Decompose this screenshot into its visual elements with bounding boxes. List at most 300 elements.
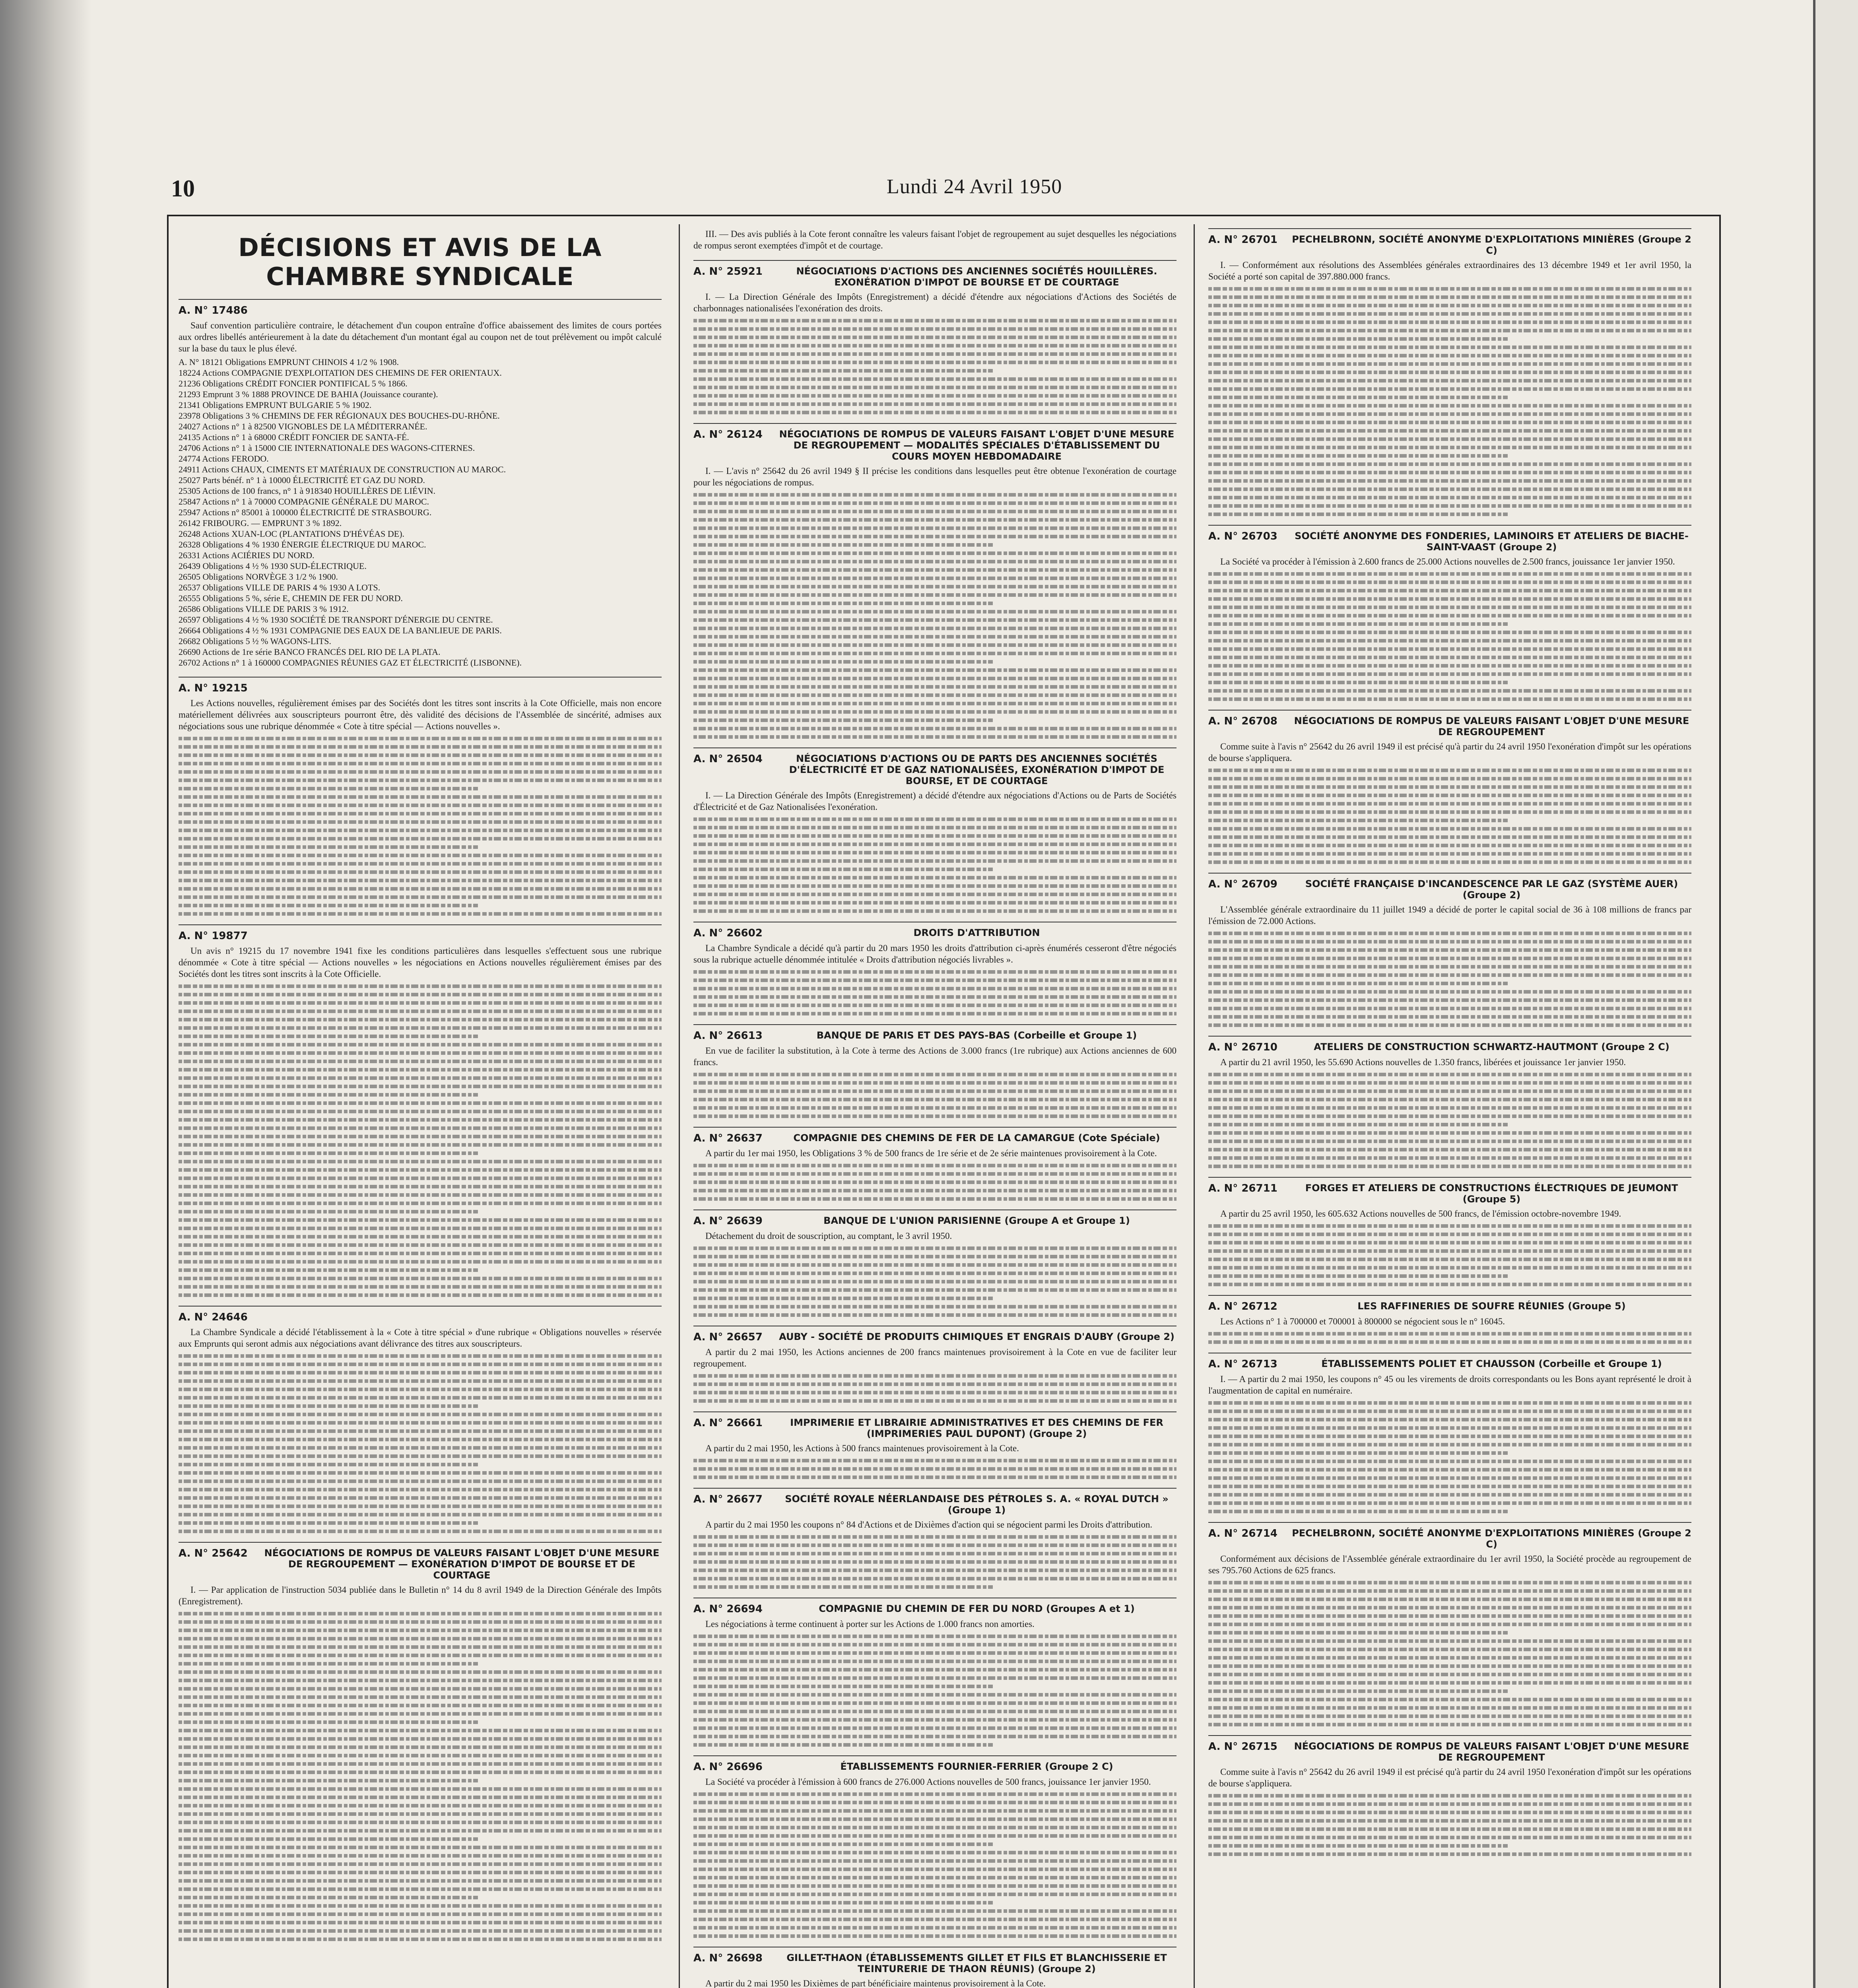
- text-line: [1208, 304, 1691, 307]
- text-line: [1208, 1233, 1691, 1236]
- text-line: [1208, 572, 1691, 576]
- notice-title: BANQUE DE L'UNION PARISIENNE (Groupe A et Groupe 1): [823, 1215, 1130, 1226]
- text-line: [179, 1285, 662, 1289]
- notice-number: A. N° 26661: [693, 1417, 763, 1429]
- left-column: [179, 228, 662, 1988]
- notice-body: [693, 1978, 1177, 1988]
- notice: [179, 924, 662, 1297]
- notice-paragraph: Comme suite à l'avis n° 25642 du 26 avril 1949 il est précisé qu'à partir du 24 avril 1950 l'exonération d'impôt sur les opérations de bourse s'appliquera.: [1208, 742, 1691, 763]
- small-print-text: [1208, 769, 1691, 864]
- text-line: [693, 1710, 1177, 1713]
- notice-paragraph: Les négociations à terme continuent à porter sur les Actions de 1.000 francs non amorties.: [705, 1619, 1035, 1629]
- text-line: [693, 386, 1177, 389]
- text-line: [179, 1118, 662, 1122]
- notice-heading: [179, 924, 662, 942]
- security-list-item: 26702 Actions n° 1 à 160000 COMPAGNIES RÉUNIES GAZ ET ÉLECTRICITÉ (LISBONNE).: [179, 658, 522, 668]
- text-line: [1208, 1714, 1691, 1718]
- text-line: [693, 1585, 993, 1589]
- text-line: [693, 1668, 1177, 1672]
- notice-title: SOCIÉTÉ FRANÇAISE D'INCANDESCENCE PAR LE GAZ (SYSTÈME AUER) (Groupe 2): [1305, 878, 1678, 901]
- notice-number: A. N° 26613: [693, 1030, 763, 1042]
- security-list-item: 25027 Parts bénéf. n° 1 à 10000 ÉLECTRICITÉ ET GAZ DU NORD.: [179, 475, 425, 485]
- text-line: [1208, 1614, 1691, 1618]
- text-line: [1208, 622, 1508, 626]
- text-line: [179, 1645, 662, 1649]
- text-line: [693, 1792, 1177, 1796]
- text-line: [179, 787, 478, 790]
- notice-number: A. N° 24646: [179, 1311, 248, 1323]
- text-line: [693, 1893, 1177, 1896]
- notice-body: [179, 1326, 662, 1349]
- text-line: [1208, 1081, 1691, 1085]
- text-line: [179, 1035, 478, 1038]
- text-line: [1208, 362, 1691, 366]
- notice-paragraph: A partir du 2 mai 1950 les coupons n° 84 d'Actions et de Dixièmes d'action qui se négocient parmi les Droits d'attribution.: [705, 1520, 1153, 1530]
- text-line: [1208, 404, 1691, 408]
- text-line: [179, 1463, 478, 1466]
- text-line: [179, 1060, 662, 1063]
- text-line: [693, 610, 1177, 613]
- text-line: [1208, 998, 1691, 1002]
- text-line: [1208, 1598, 1691, 1601]
- text-line: [1208, 487, 1691, 491]
- text-line: [1208, 1581, 1691, 1584]
- text-line: [179, 1277, 662, 1280]
- text-line: [693, 344, 1177, 348]
- notice: [1208, 710, 1691, 864]
- text-line: [693, 1643, 1177, 1646]
- text-line: [693, 1106, 1177, 1110]
- text-line: [1208, 785, 1691, 789]
- security-list: [179, 357, 662, 668]
- text-line: [179, 1662, 478, 1666]
- text-line: [1208, 689, 1691, 693]
- small-print-text: [693, 970, 1177, 1015]
- text-line: [693, 643, 1177, 647]
- text-line: [693, 859, 1177, 863]
- text-line: [693, 1089, 1177, 1093]
- text-line: [1208, 681, 1508, 684]
- text-line: [1208, 337, 1508, 341]
- text-line: [1208, 1468, 1691, 1472]
- small-print-text: [1208, 287, 1691, 516]
- text-line: [693, 526, 1177, 530]
- notice-paragraph: A partir du 21 avril 1950, les 55.690 Actions nouvelles de 1.350 francs, libérées et jouissance 1er janvier 1950.: [1220, 1057, 1626, 1067]
- notice-heading: [1208, 873, 1691, 901]
- text-line: [693, 1164, 1177, 1167]
- text-line: [179, 1854, 662, 1858]
- text-line: [693, 652, 1177, 655]
- page-header: [171, 175, 1722, 207]
- text-line: [693, 817, 1177, 821]
- notice-heading: [1208, 525, 1691, 553]
- text-line: [693, 1255, 1177, 1258]
- text-line: [693, 1081, 1177, 1085]
- notice-number: A. N° 26711: [1208, 1182, 1277, 1194]
- text-line: [179, 737, 662, 740]
- text-line: [1208, 1706, 1691, 1710]
- notice-paragraph: I. — A partir du 2 mai 1950, les coupons n° 45 ou les virements de droits correspondants ou les Bons ayant représenté le droit à l'augmentation de capital en numéraire.: [1208, 1374, 1691, 1396]
- text-line: [693, 1172, 1177, 1176]
- text-line: [1208, 471, 1691, 474]
- text-line: [1208, 1723, 1691, 1726]
- text-line: [179, 1612, 662, 1615]
- notice-body: [179, 697, 662, 732]
- text-line: [693, 618, 1177, 622]
- text-line: [1208, 639, 1691, 643]
- text-line: [179, 779, 662, 782]
- notice: [693, 1411, 1177, 1479]
- text-line: [693, 593, 1177, 597]
- text-line: [179, 1268, 478, 1272]
- notice: [1208, 1036, 1691, 1168]
- text-line: [693, 1246, 1177, 1250]
- text-line: [1208, 437, 1691, 441]
- text-line: [179, 1712, 662, 1716]
- text-line: [1208, 446, 1691, 449]
- text-line: [693, 1809, 1177, 1813]
- notice: [1208, 228, 1691, 516]
- text-line: [1208, 1589, 1691, 1593]
- text-line: [693, 1552, 1177, 1555]
- text-line: [179, 1862, 662, 1866]
- text-line: [693, 369, 993, 373]
- notice-paragraph: A partir du 25 avril 1950, les 605.632 Actions nouvelles de 500 francs, de l'émission octobre-novembre 1949.: [1220, 1209, 1621, 1219]
- notice: [693, 423, 1177, 739]
- text-line: [693, 710, 1177, 714]
- notice-title: NÉGOCIATIONS DE ROMPUS DE VALEURS FAISANT L'OBJET D'UNE MESURE DE REGROUPEMENT: [1294, 715, 1689, 738]
- notice: [179, 299, 662, 668]
- notice-body: [693, 1045, 1177, 1068]
- text-line: [179, 993, 662, 996]
- text-line: [1208, 513, 1508, 516]
- adjacent-page-edge: [1813, 0, 1858, 1988]
- text-line: [1208, 454, 1508, 458]
- text-line: [693, 1114, 1177, 1118]
- text-line: [1208, 1114, 1691, 1118]
- notice-body: [1208, 1766, 1691, 1789]
- text-line: [693, 1459, 1177, 1462]
- text-line: [179, 1371, 662, 1375]
- text-line: [693, 1399, 1177, 1403]
- notice-body: [693, 291, 1177, 314]
- small-print-text: [1208, 1332, 1691, 1344]
- text-line: [179, 1143, 662, 1147]
- notice: [693, 922, 1177, 1015]
- text-line: [1208, 1098, 1691, 1101]
- security-list-item: 26142 FRIBOURG. — EMPRUNT 3 % 1892.: [179, 518, 342, 528]
- text-line: [179, 1505, 662, 1508]
- text-line: [693, 1560, 1177, 1564]
- text-line: [1208, 1664, 1691, 1668]
- text-line: [693, 1842, 993, 1846]
- text-line: [1208, 379, 1691, 382]
- notice-heading: [693, 1488, 1177, 1516]
- text-line: [179, 837, 662, 841]
- text-line: [693, 1817, 1177, 1821]
- security-list-item: 26505 Obligations NORVÈGE 3 1/2 % 1900.: [179, 572, 338, 582]
- notice: [693, 1326, 1177, 1403]
- notice-number: A. N° 26715: [1208, 1741, 1277, 1753]
- notice-heading: [179, 1306, 662, 1323]
- notice-title: IMPRIMERIE ET LIBRAIRIE ADMINISTRATIVES ET DES CHEMINS DE FER (IMPRIMERIES PAUL DUPONT) (Groupe 2): [790, 1417, 1163, 1439]
- notice-heading: [693, 1411, 1177, 1439]
- text-line: [1208, 1283, 1691, 1286]
- notice-title: ÉTABLISSEMENTS POLIET ET CHAUSSON (Corbeille et Groupe 1): [1321, 1358, 1662, 1369]
- text-line: [693, 685, 1177, 689]
- text-line: [1208, 1426, 1691, 1430]
- notice-heading: [1208, 710, 1691, 738]
- notice-paragraph: La Société va procéder à l'émission à 600 francs de 276.000 Actions nouvelles de 500 francs, jouissance 1er janvier 1950.: [705, 1777, 1151, 1787]
- notice-number: A. N° 19215: [179, 682, 248, 694]
- text-line: [1208, 1501, 1691, 1505]
- text-line: [1208, 580, 1691, 584]
- notice-number: A. N° 26698: [693, 1952, 763, 1964]
- text-line: [1208, 647, 1691, 651]
- text-line: [693, 978, 1177, 982]
- notice-body: [693, 1230, 1177, 1242]
- main-title: DÉCISIONS ET AVIS DE LA CHAMBRE SYNDICALE: [238, 233, 602, 291]
- notice-number: A. N° 26696: [693, 1761, 763, 1773]
- small-print-text: [1208, 1401, 1691, 1513]
- security-list-item: 24135 Actions n° 1 à 68000 CRÉDIT FONCIER DE SANTA-FÉ.: [179, 432, 409, 442]
- notice-title: SOCIÉTÉ ANONYME DES FONDERIES, LAMINOIRS ET ATELIERS DE BIACHE-SAINT-VAAST (Groupe 2): [1295, 530, 1689, 553]
- text-line: [693, 627, 1177, 630]
- text-line: [693, 1676, 1177, 1680]
- notice-title: COMPAGNIE DU CHEMIN DE FER DU NORD (Groupes A et 1): [819, 1603, 1135, 1614]
- notice-title: BANQUE DE PARIS ET DES PAYS-BAS (Corbeille et Groupe 1): [816, 1030, 1137, 1041]
- notice: [1208, 1353, 1691, 1513]
- text-line: [693, 510, 1177, 513]
- text-line: [1208, 396, 1508, 399]
- text-line: [693, 1280, 1177, 1283]
- text-line: [1208, 664, 1691, 668]
- text-line: [1208, 1073, 1691, 1076]
- text-line: [693, 394, 1177, 398]
- notice: [179, 1306, 662, 1533]
- text-line: [179, 1812, 662, 1816]
- text-line: [179, 1438, 662, 1441]
- text-line: [179, 1871, 662, 1874]
- notice-body: [693, 1618, 1177, 1630]
- small-print-text: [693, 1635, 1177, 1747]
- notice-number: A. N° 26657: [693, 1331, 763, 1343]
- text-line: [1208, 1811, 1691, 1814]
- text-line: [693, 1685, 993, 1688]
- text-line: [179, 1887, 662, 1891]
- notice-number: A. N° 26504: [693, 753, 763, 765]
- notice-number: A. N° 26712: [1208, 1301, 1277, 1312]
- text-line: [1208, 1510, 1508, 1513]
- text-line: [693, 1726, 1177, 1730]
- text-line: [693, 1543, 1177, 1547]
- text-line: [179, 745, 662, 749]
- text-line: [693, 336, 1177, 339]
- text-line: [693, 1918, 1177, 1921]
- text-line: [693, 1718, 1177, 1722]
- notice-body: [693, 942, 1177, 965]
- text-line: [179, 1737, 662, 1741]
- text-line: [1208, 1698, 1691, 1701]
- notice-paragraph: A partir du 1er mai 1950, les Obligations 3 % de 500 francs de 1re série et de 2e série maintenues provisoirement à la Cote.: [705, 1148, 1157, 1158]
- text-line: [179, 1521, 478, 1525]
- security-list-item: 24911 Actions CHAUX, CIMENTS ET MATÉRIAUX DE CONSTRUCTION AU MAROC.: [179, 464, 506, 474]
- security-list-item: 24706 Actions n° 1 à 15000 CIE INTERNATIONALE DES WAGONS-CITERNES.: [179, 443, 475, 453]
- text-line: [179, 1637, 662, 1640]
- notice-title: DROITS D'ATTRIBUTION: [913, 927, 1040, 938]
- text-line: [179, 1293, 662, 1297]
- notice-number: A. N° 26639: [693, 1215, 763, 1227]
- text-line: [693, 1735, 1177, 1738]
- text-line: [693, 1660, 1177, 1663]
- text-line: [693, 352, 1177, 356]
- notice-title: NÉGOCIATIONS D'ACTIONS OU DE PARTS DES ANCIENNES SOCIÉTÉS D'ÉLECTRICITÉ ET DE GAZ NATIONALISÉES, EXONÉRATION D'IMPOT DE BOURSE, ET DE COURTAGE: [789, 753, 1165, 786]
- text-line: [693, 1577, 1177, 1580]
- notice-number: A. N° 26677: [693, 1493, 763, 1505]
- text-line: [693, 1535, 1177, 1539]
- text-line: [693, 535, 1177, 538]
- text-line: [179, 1771, 662, 1774]
- text-line: [1208, 1435, 1691, 1438]
- text-line: [693, 1901, 993, 1905]
- notice-paragraph: A partir du 2 mai 1950, les Actions à 500 francs maintenues provisoirement à la Cote.: [705, 1443, 1019, 1453]
- text-line: [179, 1010, 662, 1013]
- text-line: [693, 1876, 1177, 1879]
- text-line: [179, 1779, 478, 1782]
- notice-paragraph: La Chambre Syndicale a décidé qu'à partir du 20 mars 1950 les droits d'attribution ci-après énumérés cesseront d'être négociés sous la rubrique actuelle dénommée intitulée « Droits d'attribution négociés livrables ».: [693, 943, 1177, 965]
- text-line: [179, 1471, 662, 1475]
- security-list-item: 23978 Obligations 3 % CHEMINS DE FER RÉGIONAUX DES BOUCHES-DU-RHÔNE.: [179, 411, 500, 421]
- notice-paragraph: L'Assemblée générale extraordinaire du 11 juillet 1949 a décidé de porter le capital social de 36 à 108 millions de francs par l'émission de 72.000 Actions.: [1208, 905, 1691, 926]
- text-line: [179, 1252, 662, 1255]
- text-line: [1208, 1409, 1691, 1413]
- text-line: [179, 887, 662, 891]
- text-line: [179, 804, 662, 807]
- text-line: [1208, 421, 1691, 424]
- text-line: [693, 1313, 1177, 1317]
- text-line: [179, 1110, 662, 1113]
- middle-column: [693, 228, 1177, 1988]
- text-line: [1208, 948, 1691, 952]
- security-list-item: 26682 Obligations 5 ½ % WAGONS-LITS.: [179, 636, 331, 646]
- text-line: [1208, 1606, 1691, 1609]
- text-line: [179, 1260, 662, 1264]
- notice-body: [1208, 904, 1691, 927]
- text-line: [1208, 614, 1691, 617]
- text-line: [1208, 1332, 1691, 1336]
- text-line: [179, 1126, 662, 1130]
- text-line: [693, 834, 1177, 838]
- text-line: [1208, 1827, 1691, 1831]
- notice-number: A. N° 26710: [1208, 1041, 1277, 1053]
- text-line: [693, 987, 1177, 990]
- text-line: [179, 1821, 662, 1824]
- text-line: [693, 635, 1177, 639]
- text-line: [693, 1382, 1177, 1386]
- text-line: [1208, 844, 1691, 847]
- column-rule: [1194, 224, 1195, 1988]
- notice-heading: [1208, 228, 1691, 256]
- text-line: [179, 1354, 662, 1358]
- notice-title: GILLET-THAON (ÉTABLISSEMENTS GILLET ET FILS ET BLANCHISSERIE ET TEINTURERIE DE THAON RÉUNIS) (Groupe 2): [786, 1952, 1167, 1974]
- notice: [1208, 1735, 1691, 1856]
- text-line: [179, 1912, 662, 1916]
- small-print-text: [1208, 1073, 1691, 1168]
- text-line: [693, 1305, 1177, 1309]
- text-line: [179, 1076, 662, 1080]
- text-line: [1208, 1493, 1691, 1497]
- notice: [693, 1127, 1177, 1201]
- text-line: [179, 1488, 662, 1491]
- text-line: [179, 1235, 662, 1239]
- text-line: [693, 1934, 1177, 1938]
- text-line: [179, 829, 662, 832]
- notice-heading: [693, 922, 1177, 939]
- text-line: [179, 1530, 662, 1533]
- text-line: [693, 1475, 1177, 1479]
- notice-heading: [1208, 1177, 1691, 1205]
- text-line: [1208, 1015, 1691, 1019]
- notice-number: A. N° 26708: [1208, 715, 1277, 727]
- notice-title: ÉTABLISSEMENTS FOURNIER-FERRIER (Groupe 2 C): [840, 1761, 1113, 1772]
- small-print-text: [693, 1792, 1177, 1938]
- text-line: [179, 753, 662, 757]
- text-line: [179, 1904, 662, 1908]
- notice: [693, 747, 1177, 913]
- notice-body: [1208, 1373, 1691, 1396]
- notice-body: [1208, 1208, 1691, 1219]
- text-line: [179, 1929, 662, 1933]
- text-line: [1208, 1007, 1691, 1010]
- security-list-item: 26328 Obligations 4 % 1930 ÉNERGIE ÉLECTRIQUE DU MAROC.: [179, 540, 426, 549]
- text-line: [693, 970, 1177, 974]
- notice-number: A. N° 26701: [1208, 234, 1277, 246]
- text-line: [693, 1073, 1177, 1076]
- text-line: [1208, 932, 1691, 935]
- text-line: [1208, 429, 1691, 433]
- text-line: [179, 1754, 662, 1757]
- text-line: [693, 677, 1177, 680]
- notice: [1208, 1522, 1691, 1726]
- notice-heading: [179, 677, 662, 694]
- text-line: [693, 543, 993, 547]
- text-line: [1208, 957, 1691, 960]
- text-line: [1208, 1844, 1508, 1848]
- text-line: [1208, 835, 1691, 839]
- small-print-text: [1208, 1224, 1691, 1286]
- security-list-item: 26248 Actions XUAN-LOC (PLANTATIONS D'HÉVÉAS DE).: [179, 529, 405, 539]
- notice-heading: [1208, 1036, 1691, 1053]
- notice-heading: [693, 1598, 1177, 1615]
- text-line: [179, 1620, 662, 1624]
- text-line: [693, 1012, 1177, 1015]
- notice-heading: [693, 1209, 1177, 1227]
- text-line: [693, 602, 993, 605]
- notice-body: [1208, 1056, 1691, 1068]
- text-line: [1208, 656, 1691, 659]
- text-line: [1208, 1106, 1691, 1110]
- text-line: [1208, 965, 1691, 969]
- text-line: [179, 1001, 662, 1005]
- text-line: [1208, 1249, 1691, 1253]
- text-line: [693, 585, 1177, 588]
- text-line: [693, 1651, 1177, 1655]
- text-line: [1208, 860, 1691, 864]
- text-line: [1208, 1401, 1691, 1405]
- text-line: [179, 1704, 662, 1707]
- text-line: [693, 884, 1177, 888]
- text-line: [693, 361, 1177, 364]
